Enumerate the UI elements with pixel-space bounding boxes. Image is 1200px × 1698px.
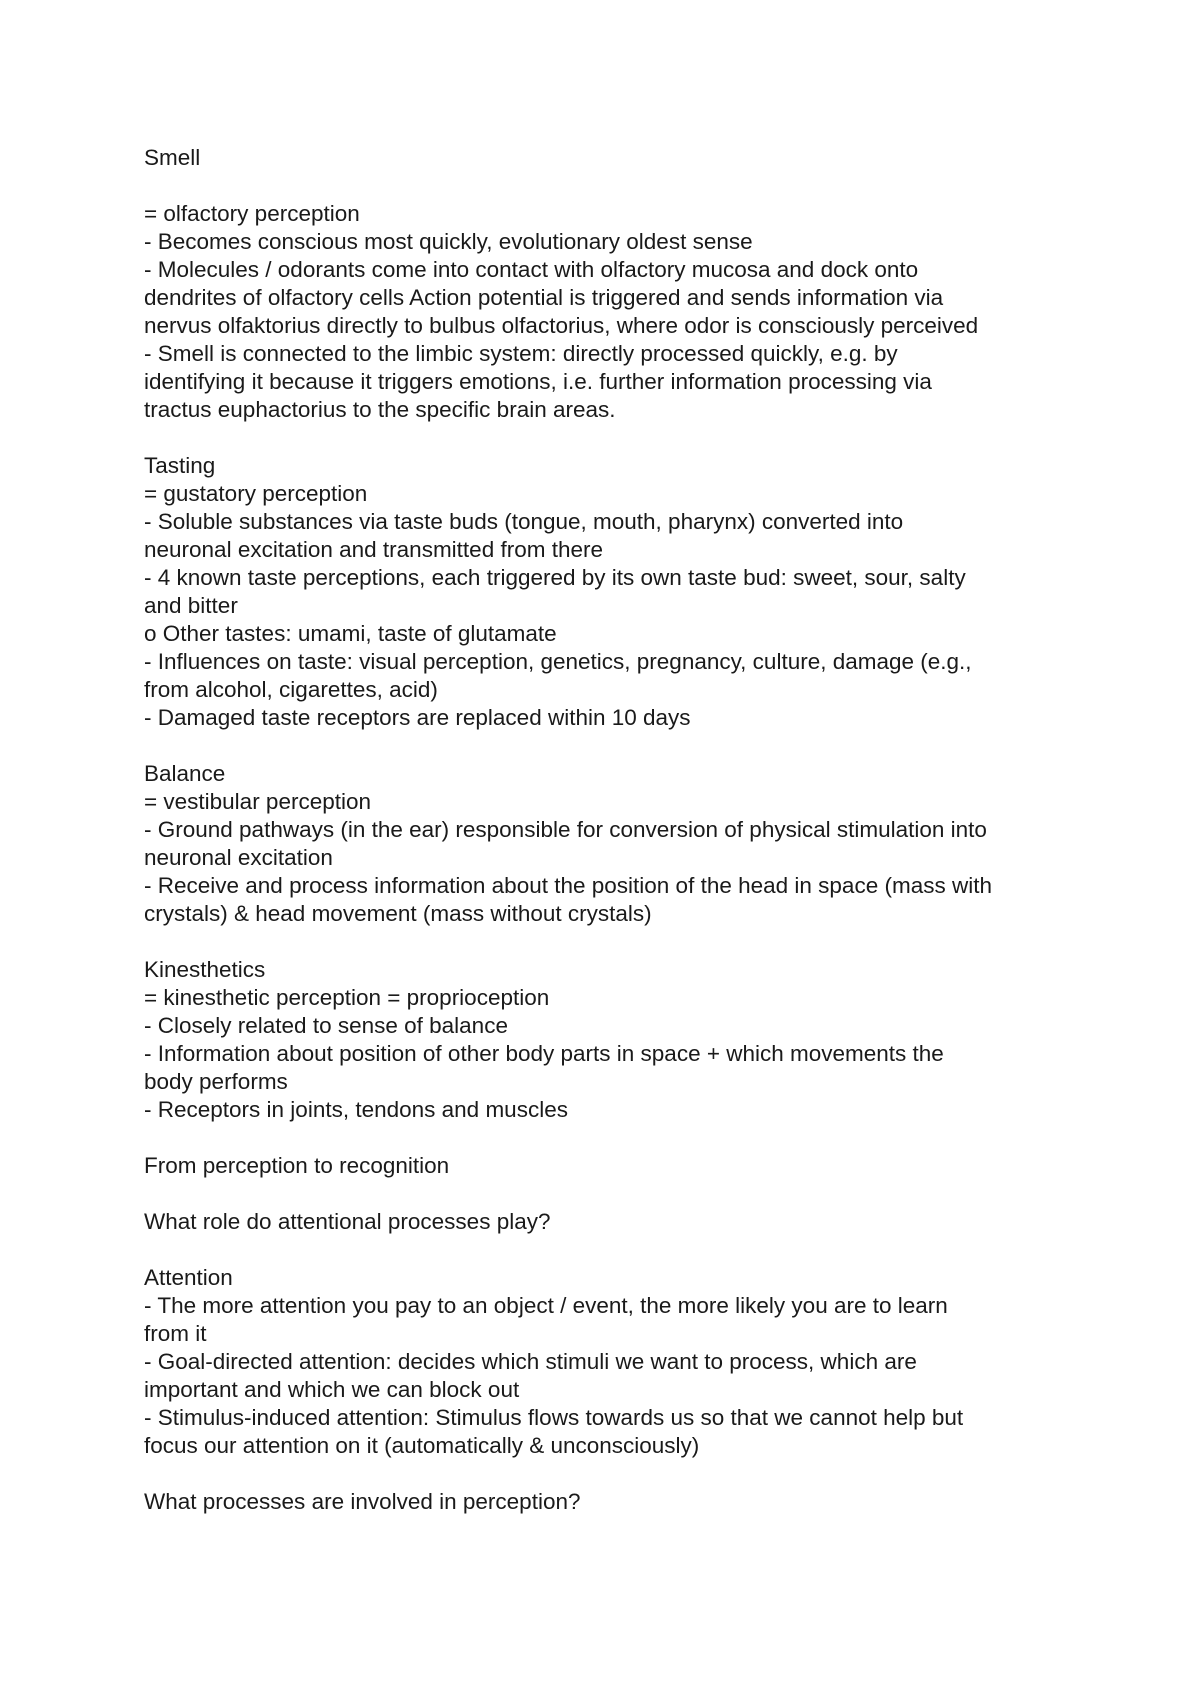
attention-line: focus our attention on it (automatically & unconsciously) (144, 1433, 700, 1458)
smell-line: dendrites of olfactory cells Action potential is triggered and sends information via (144, 285, 944, 310)
question-processes: What processes are involved in perception? (144, 1489, 581, 1514)
smell-line: tractus euphactorius to the specific brain areas. (144, 397, 616, 422)
kinesthetics-line: - Closely related to sense of balance (144, 1013, 508, 1038)
smell-line: nervus olfaktorius directly to bulbus olfactorius, where odor is consciously perceived (144, 313, 979, 338)
spacer (144, 424, 1074, 452)
tasting-line: neuronal excitation and transmitted from there (144, 537, 603, 562)
spacer (144, 732, 1074, 760)
section-heading-tasting: Tasting (144, 453, 216, 478)
kinesthetics-line: = kinesthetic perception = proprioception (144, 985, 550, 1010)
smell-line: identifying it because it triggers emotions, i.e. further information processing via (144, 369, 932, 394)
tasting-line: - Damaged taste receptors are replaced within 10 days (144, 705, 691, 730)
section-heading-attention: Attention (144, 1265, 233, 1290)
section-heading-smell: Smell (144, 145, 201, 170)
kinesthetics-line: - Information about position of other body parts in space + which movements the (144, 1041, 944, 1066)
spacer (144, 1236, 1074, 1264)
balance-line: = vestibular perception (144, 789, 372, 814)
smell-line: - Molecules / odorants come into contact with olfactory mucosa and dock onto (144, 257, 919, 282)
tasting-line: = gustatory perception (144, 481, 368, 506)
section-heading-balance: Balance (144, 761, 226, 786)
attention-line: from it (144, 1321, 207, 1346)
attention-line: - Stimulus-induced attention: Stimulus flows towards us so that we cannot help but (144, 1405, 964, 1430)
attention-line: - Goal-directed attention: decides which stimuli we want to process, which are (144, 1349, 917, 1374)
question-attention: What role do attentional processes play? (144, 1209, 551, 1234)
smell-line: - Becomes conscious most quickly, evolutionary oldest sense (144, 229, 753, 254)
attention-line: - The more attention you pay to an object / event, the more likely you are to learn (144, 1293, 948, 1318)
smell-line: = olfactory perception (144, 201, 360, 226)
balance-line: - Receive and process information about the position of the head in space (mass with (144, 873, 992, 898)
balance-line: - Ground pathways (in the ear) responsible for conversion of physical stimulation into (144, 817, 987, 842)
attention-line: important and which we can block out (144, 1377, 520, 1402)
section-heading-recognition: From perception to recognition (144, 1153, 450, 1178)
tasting-line: - Influences on taste: visual perception, genetics, pregnancy, culture, damage (e.g., (144, 649, 972, 674)
tasting-line: from alcohol, cigarettes, acid) (144, 677, 438, 702)
spacer (144, 1460, 1074, 1488)
spacer (144, 172, 1074, 200)
kinesthetics-line: - Receptors in joints, tendons and muscles (144, 1097, 568, 1122)
balance-line: crystals) & head movement (mass without crystals) (144, 901, 652, 926)
spacer (144, 928, 1074, 956)
spacer (144, 1180, 1074, 1208)
tasting-line: - 4 known taste perceptions, each triggered by its own taste bud: sweet, sour, salty (144, 565, 966, 590)
spacer (144, 1124, 1074, 1152)
kinesthetics-line: body performs (144, 1069, 288, 1094)
tasting-line: o Other tastes: umami, taste of glutamate (144, 621, 557, 646)
document-body (144, 144, 1074, 1516)
tasting-line: - Soluble substances via taste buds (tongue, mouth, pharynx) converted into (144, 509, 904, 534)
balance-line: neuronal excitation (144, 845, 333, 870)
smell-line: - Smell is connected to the limbic system: directly processed quickly, e.g. by (144, 341, 898, 366)
tasting-line: and bitter (144, 593, 238, 618)
section-heading-kinesthetics: Kinesthetics (144, 957, 266, 982)
